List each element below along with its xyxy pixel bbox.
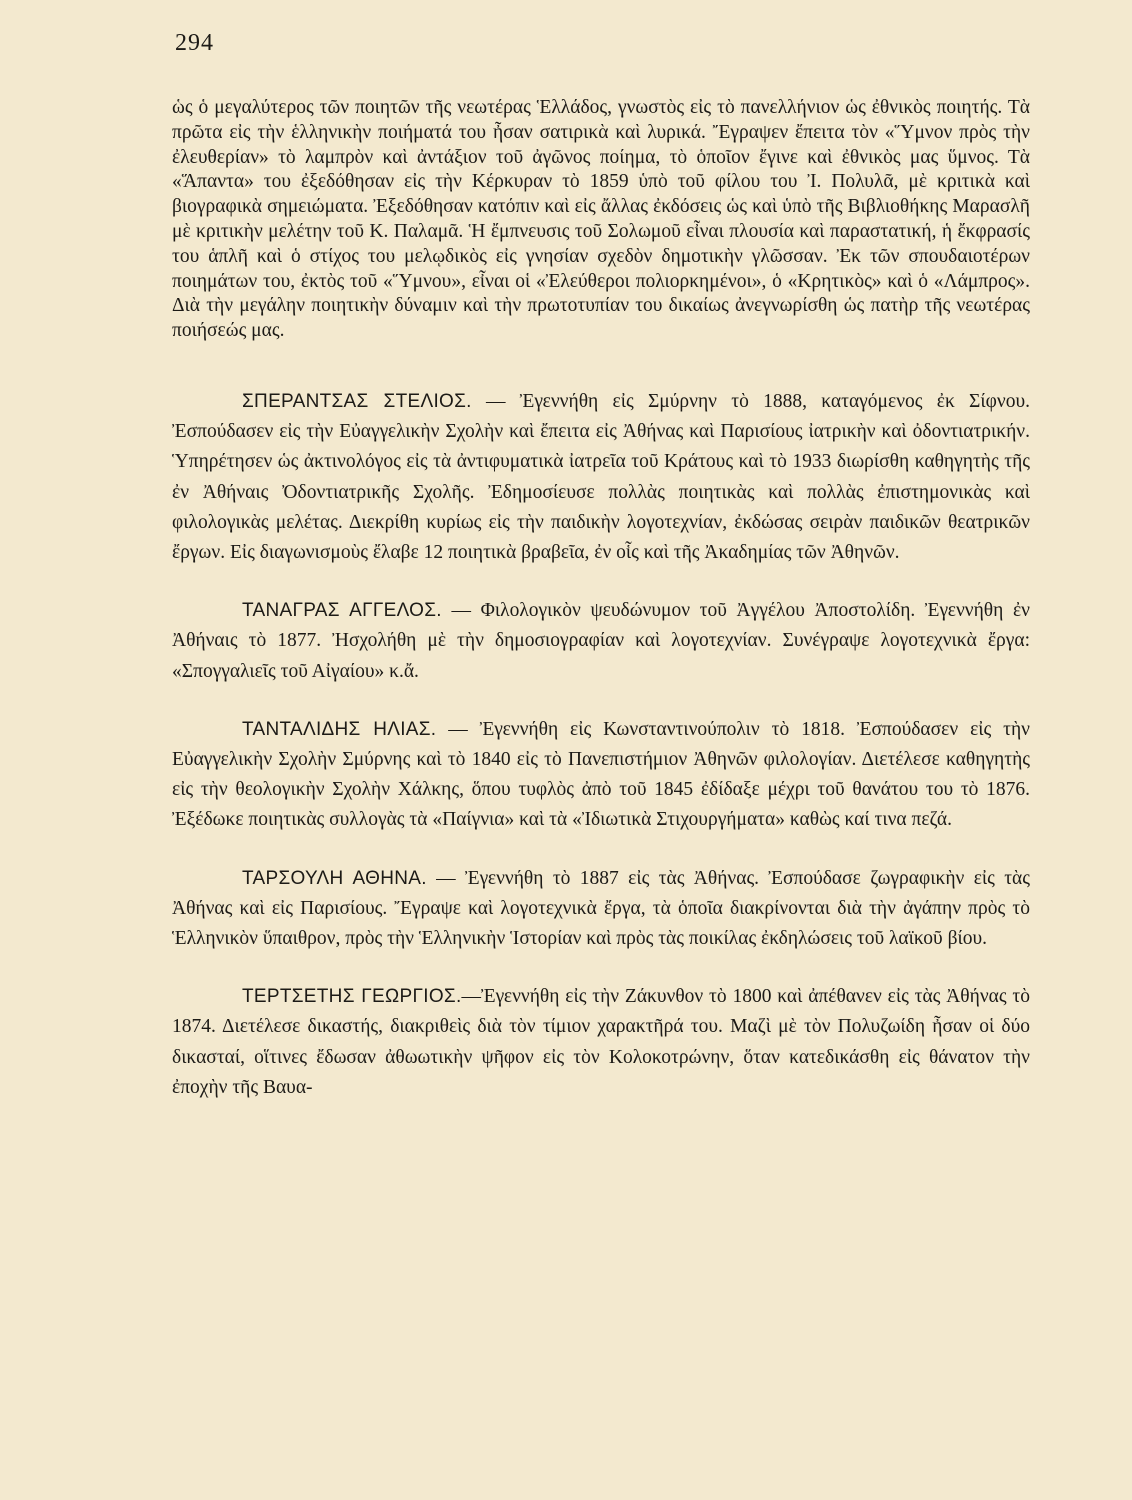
biography-entry	[172, 982, 1030, 1103]
entry-name: ΤΑΝΤΑΛΙΔΗΣ ΗΛΙΑΣ.	[242, 718, 437, 740]
entry-name: ΤΑΡΣΟΥΛΗ ΑΘΗΝΑ.	[242, 867, 427, 889]
continued-entry-paragraph: ὡς ὁ μεγαλύτερος τῶν ποιητῶν τῆς νεωτέρας Ἑλλάδος, γνωστὸς εἰς τὸ πανελλήνιον ὡς ἐθνικὸς ποιητής. Τὰ πρῶτα εἰς τὴν ἑλληνικὴν ποιήματά του ἦσαν σατιρικὰ καὶ λυρικά. Ἔγραψεν ἔπειτα τὸν «Ὕμνον πρὸς τὴν ἐλευθερίαν» τὸ λαμπρὸν καὶ ἀντάξιον τοῦ ἀγῶνος ποίημα, τὸ ὁποῖον ἔγινε καὶ ἐθνικὸς μας ὕμνος. Τὰ «Ἅπαντα» του ἐξεδόθησαν εἰς τὴν Κέρκυραν τὸ 1859 ὑπὸ τοῦ φίλου του Ἰ. Πολυλᾶ, μὲ κριτικὰ καὶ βιογραφικὰ σημειώματα. Ἐξεδόθησαν κατόπιν καὶ εἰς ἄλλας ἐκδόσεις ὡς καὶ ὑπὸ τῆς Βιβλιοθήκης Μαρασλῆ μὲ κριτικὴν μελέτην τοῦ Κ. Παλαμᾶ. Ἡ ἔμπνευσις τοῦ Σολωμοῦ εἶναι πλουσία καὶ παραστατική, ἡ ἔκφρασίς του ἁπλῆ καὶ ὁ στίχος του μελῳδικὸς εἰς γνησίαν σχεδὸν δημοτικὴν γλῶσσαν. Ἐκ τῶν σπουδαιοτέρων ποιημάτων του, ἐκτὸς τοῦ «Ὕμνου», εἶναι οἱ «Ἐλεύθεροι πολιορκημένοι», ὁ «Κρητικὸς» καὶ ὁ «Λάμπρος». Διὰ τὴν μεγάλην ποιητικὴν δύναμιν καὶ τὴν πρωτοτυπίαν του δικαίως ἀνεγνωρίσθη ὡς πατὴρ τῆς νεωτέρας ποιήσεώς μας.	[172, 97, 1030, 342]
entry-text: — Φιλολογικὸν ψευδώνυμον τοῦ Ἀγγέλου Ἀποστολίδη. Ἐγεννήθη ἐν Ἀθήναις τὸ 1877. Ἠσχολήθη μὲ τὴν δημοσιογραφίαν καὶ λογοτεχνίαν. Συνέγραψε λογοτεχνικὰ ἔργα: «Σπογγαλιεῖς τοῦ Αἰγαίου» κ.ἄ.	[172, 600, 1030, 682]
entry-text: — Ἐγεννήθη εἰς Κωνσταντινούπολιν τὸ 1818. Ἐσπούδασεν εἰς τὴν Εὐαγγελικὴν Σχολὴν Σμύρνης καὶ τὸ 1840 εἰς τὸ Πανεπιστήμιον Ἀθηνῶν φιλολογίαν. Διετέλεσε καθηγητὴς εἰς τὴν θεολογικὴν Σχολὴν Χάλκης, ὅπου τυφλὸς ἀπὸ τοῦ 1845 ἐδίδαξε μέχρι τοῦ θανάτου του τὸ 1876. Ἐξέδωκε ποιητικὰς συλλογὰς τὰ «Παίγνια» καὶ τὰ «Ἰδιωτικὰ Στιχουργήματα» καθὼς καί τινα πεζά.	[172, 718, 1030, 831]
page-number: 294	[175, 30, 214, 56]
entry-text: —Ἐγεννήθη εἰς τὴν Ζάκυνθον τὸ 1800 καὶ ἀπέθανεν εἰς τὰς Ἀθήνας τὸ 1874. Διετέλεσε δικαστής, διακριθεὶς διὰ τὸν τίμιον χαρακτῆρά του. Μαζὶ μὲ τὸν Πολυζωίδη ἦσαν οἱ δύο δικασταί, οἵτινες ἔδωσαν ἀθωωτικὴν ψῆφον εἰς τὸν Κολοκοτρώνην, ὅταν κατεδικάσθη εἰς θάνατον τὴν ἐποχὴν τῆς Βαυα-	[172, 986, 1030, 1098]
entry-name: ΤΕΡΤΣΕΤΗΣ ΓΕΩΡΓΙΟΣ.	[242, 986, 462, 1008]
biography-entry	[172, 387, 1030, 568]
entry-name: ΤΑΝΑΓΡΑΣ ΑΓΓΕΛΟΣ.	[242, 600, 442, 622]
entry-name: ΣΠΕΡΑΝΤΣΑΣ ΣΤΕΛΙΟΣ.	[242, 390, 472, 412]
biography-entry	[172, 596, 1030, 687]
biography-entry	[172, 715, 1030, 836]
biography-entry	[172, 864, 1030, 955]
entry-text: — Ἐγεννήθη τὸ 1887 εἰς τὰς Ἀθήνας. Ἐσπούδασε ζωγραφικὴν εἰς τὰς Ἀθήνας καὶ εἰς Παρισίους. Ἔγραψε καὶ λογοτεχνικὰ ἔργα, τὰ ὁποῖα διακρίνονται διὰ τὴν ἀγάπην πρὸς τὸ Ἑλληνικὸν ὕπαιθρον, πρὸς τὴν Ἑλληνικὴν Ἱστορίαν καὶ πρὸς τὰς ποικίλας ἐκδηλώσεις τοῦ λαϊκοῦ βίου.	[172, 867, 1030, 950]
page-body	[172, 96, 1030, 1103]
entry-text: — Ἐγεννήθη εἰς Σμύρνην τὸ 1888, καταγόμενος ἐκ Σίφνου. Ἐσπούδασεν εἰς τὴν Εὐαγγελικὴν Σχολὴν καὶ ἔπειτα εἰς Ἀθήνας καὶ Παρισίους ἰατρικὴν καὶ ὀδοντιατρικήν. Ὑπηρέτησεν ὡς ἀκτινολόγος εἰς τὰ ἀντιφυματικὰ ἰατρεῖα τοῦ Κράτους καὶ τὸ 1933 διωρίσθη καθηγητὴς τῆς ἐν Ἀθήναις Ὀδοντιατρικῆς Σχολῆς. Ἐδημοσίευσε πολλὰς ποιητικὰς καὶ πολλὰς ἐπιστημονικὰς καὶ φιλολογικὰς μελέτας. Διεκρίθη κυρίως εἰς τὴν παιδικὴν λογοτεχνίαν, ἐκδώσας σειρὰν παιδικῶν θεατρικῶν ἔργων. Εἰς διαγωνισμοὺς ἔλαβε 12 ποιητικὰ βραβεῖα, ἐν οἷς καὶ τῆς Ἀκαδημίας τῶν Ἀθηνῶν.	[172, 390, 1030, 563]
